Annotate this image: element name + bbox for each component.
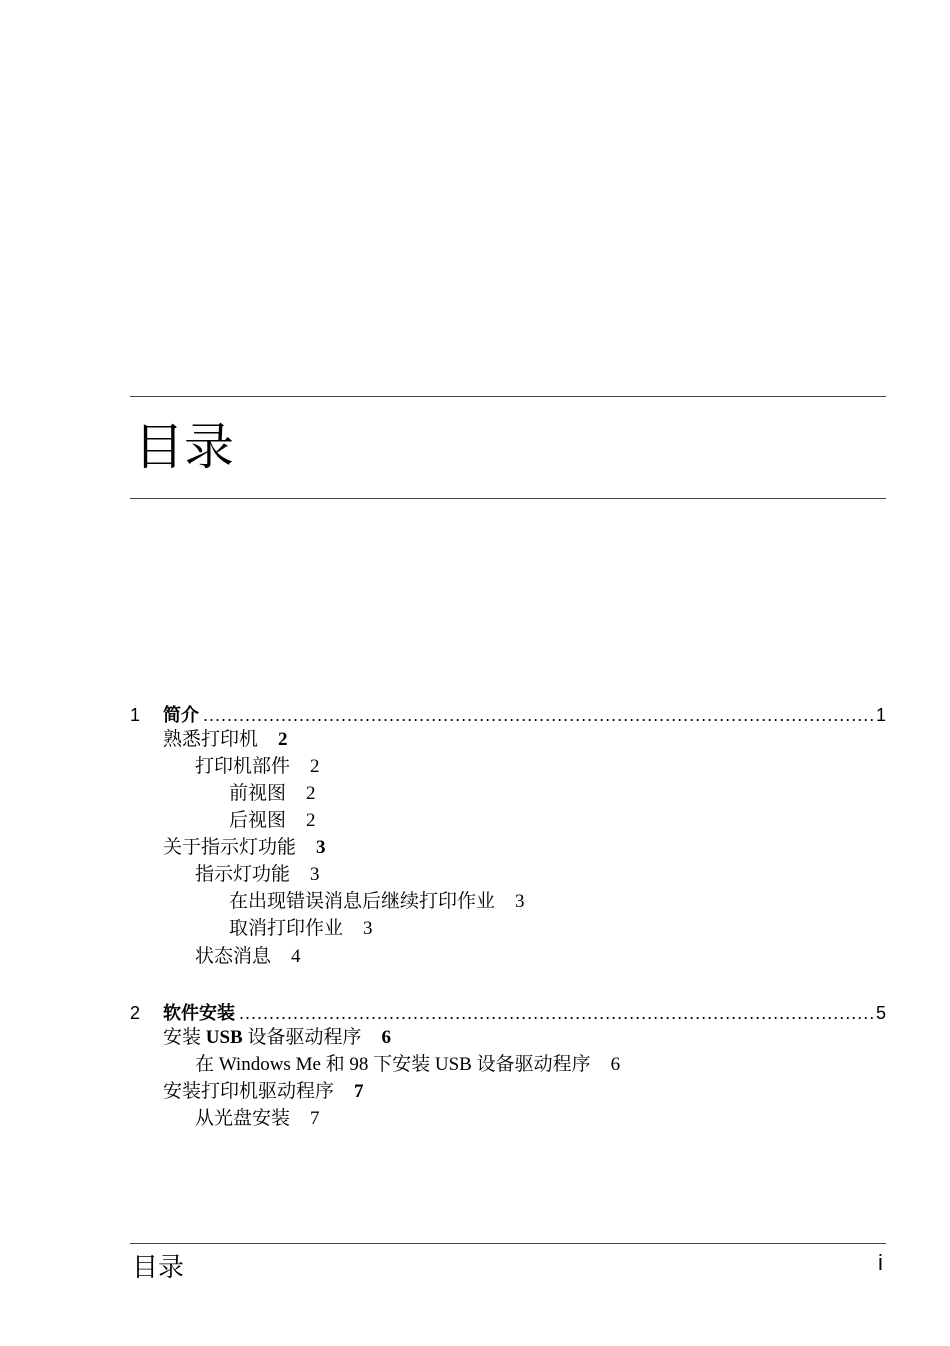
entry-title: 关于指示灯功能 bbox=[163, 837, 297, 858]
chapter-page: 1 bbox=[875, 705, 886, 725]
entry-title: 后视图 bbox=[229, 810, 287, 831]
entry-title: 前视图 bbox=[229, 783, 287, 804]
footer-rule bbox=[130, 1243, 886, 1244]
chapter-page: 5 bbox=[875, 1003, 886, 1023]
toc-entry[interactable] bbox=[195, 863, 320, 887]
entry-title: 在出现错误消息后继续打印作业 bbox=[229, 891, 496, 912]
toc-entry[interactable] bbox=[195, 755, 320, 779]
entry-page: 6 bbox=[381, 1027, 391, 1048]
entry-page: 2 bbox=[306, 783, 316, 804]
entry-page: 4 bbox=[291, 946, 301, 967]
toc-entry[interactable] bbox=[163, 1080, 364, 1104]
toc-entry[interactable] bbox=[229, 809, 316, 833]
footer-page-number: i bbox=[878, 1250, 883, 1275]
dot-leader bbox=[239, 1003, 874, 1024]
toc-entry[interactable] bbox=[163, 836, 326, 860]
page-title: 目录 bbox=[134, 418, 234, 476]
toc-entry[interactable] bbox=[163, 1026, 391, 1050]
chapter-title: 简介 bbox=[163, 705, 199, 725]
toc-entry[interactable] bbox=[195, 945, 301, 969]
entry-page: 3 bbox=[515, 891, 525, 912]
entry-title: 打印机部件 bbox=[195, 756, 291, 777]
entry-page: 3 bbox=[316, 837, 326, 858]
toc-entry[interactable] bbox=[195, 1053, 620, 1077]
entry-page: 2 bbox=[306, 810, 316, 831]
entry-title: 熟悉打印机 bbox=[163, 729, 259, 750]
entry-title: 取消打印作业 bbox=[229, 918, 344, 939]
entry-title: 从光盘安装 bbox=[195, 1108, 291, 1129]
toc-entry[interactable] bbox=[163, 728, 288, 752]
entry-page: 6 bbox=[610, 1054, 621, 1075]
entry-title: 在 Windows Me 和 98 下安装 USB 设备驱动程序 bbox=[195, 1054, 591, 1075]
chapter-number: 1 bbox=[130, 705, 141, 725]
toc-entry[interactable] bbox=[229, 917, 373, 941]
footer-title: 目录 bbox=[132, 1253, 185, 1283]
toc-entry[interactable] bbox=[229, 782, 316, 806]
entry-page: 2 bbox=[310, 756, 320, 777]
toc-entry[interactable] bbox=[229, 890, 525, 914]
toc-chapter-2[interactable] bbox=[130, 999, 886, 1023]
chapter-title: 软件安装 bbox=[163, 1003, 235, 1023]
toc-entry[interactable] bbox=[195, 1107, 320, 1131]
top-rule bbox=[130, 396, 886, 397]
entry-title: 状态消息 bbox=[195, 946, 272, 967]
entry-title: 指示灯功能 bbox=[195, 864, 291, 885]
entry-page: 2 bbox=[278, 729, 288, 750]
toc-chapter-1[interactable] bbox=[130, 701, 886, 725]
entry-title-suffix: 设备驱动程序 bbox=[242, 1027, 362, 1048]
chapter-number: 2 bbox=[130, 1003, 141, 1023]
dot-leader bbox=[203, 705, 874, 726]
entry-page: 3 bbox=[310, 864, 320, 885]
entry-title: 安装打印机驱动程序 bbox=[163, 1081, 335, 1102]
entry-page: 3 bbox=[363, 918, 373, 939]
entry-title-bold: USB bbox=[205, 1027, 243, 1048]
entry-page: 7 bbox=[354, 1081, 364, 1102]
entry-page: 7 bbox=[310, 1108, 320, 1129]
entry-title-prefix: 安装 bbox=[163, 1027, 206, 1048]
title-bottom-rule bbox=[130, 498, 886, 499]
